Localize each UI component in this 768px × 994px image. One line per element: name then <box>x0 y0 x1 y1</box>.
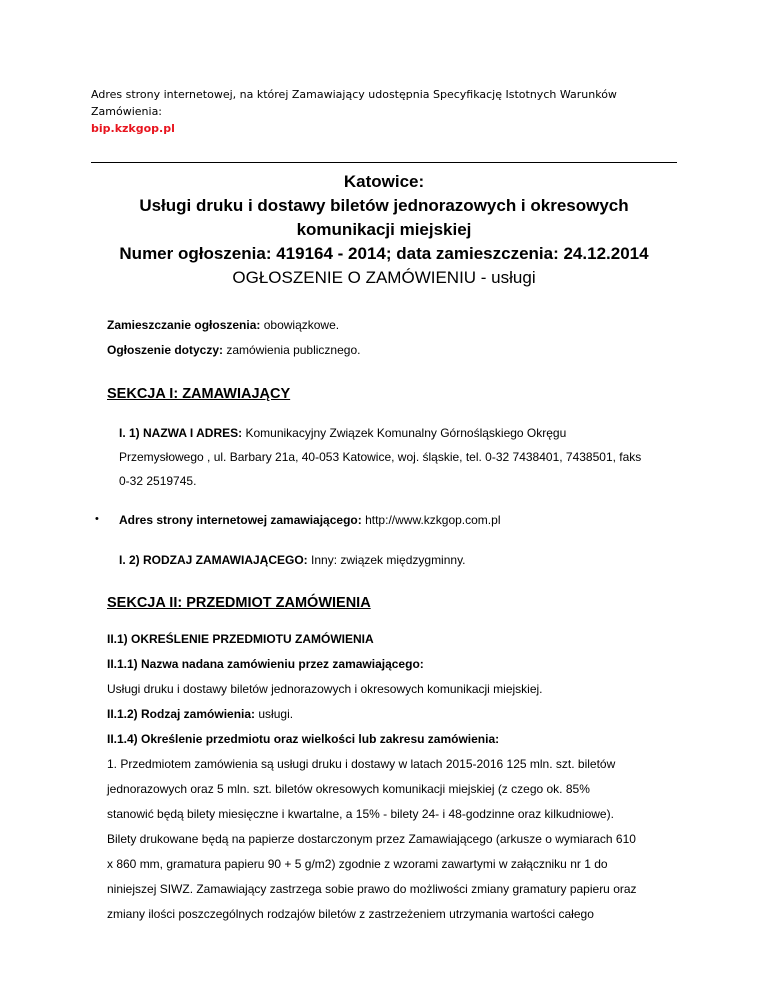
website-line <box>119 513 500 527</box>
siwz-link[interactable]: bip.kzkgop.pl <box>91 122 175 135</box>
paragraph-line: stanowić będą bilety miesięczne i kwartalne, a 15% - bilety 24- i 48-godzinne oraz kilkudniowe). <box>107 807 614 821</box>
sub12-line <box>107 707 293 721</box>
paragraph-line: zmiany ilości poszczególnych rodzajów biletów z zastrzeżeniem utrzymania wartości całego <box>107 907 594 921</box>
type-value: Inny: związek międzygminny. <box>311 553 466 567</box>
concerns-line <box>107 343 360 357</box>
bullet-icon: • <box>95 513 99 525</box>
title-city: Katowice: <box>343 172 425 191</box>
siwz-address-note <box>91 86 651 137</box>
paragraph-line: x 860 mm, gramatura papieru 90 + 5 g/m2) zgodnie z wzorami zawartymi w załączniku nr 1 do <box>107 857 608 871</box>
sub11-value: Usługi druku i dostawy biletów jednorazowych i okresowych komunikacji miejskiej. <box>107 682 543 696</box>
name-line2: Przemysłowego , ul. Barbary 21a, 40-053 Katowice, woj. śląskie, tel. 0-32 7438401, 7438501, faks <box>119 450 642 464</box>
title-type-line: OGŁOSZENIE O ZAMÓWIENIU - usługi <box>232 268 536 287</box>
concerns-value: zamówienia publicznego. <box>226 343 361 357</box>
paragraph-line: jednorazowych oraz 5 mln. szt. biletów okresowych komunikacji miejskiej (z czego ok. 85% <box>107 782 590 796</box>
horizontal-rule <box>91 162 677 163</box>
sub12-value: usługi. <box>258 707 294 721</box>
website-label: Adres strony internetowej zamawiającego: <box>119 513 362 527</box>
paragraph-line: niniejszej SIWZ. Zamawiający zastrzega sobie prawo do możliwości zmiany gramatury papieru oraz <box>107 882 637 896</box>
type-line <box>119 553 466 567</box>
name-line1 <box>119 426 566 440</box>
website-value[interactable]: http://www.kzkgop.com.pl <box>365 513 501 527</box>
title-subject-line1: Usługi druku i dostawy biletów jednorazowych i okresowych <box>139 196 629 215</box>
siwz-note-text: Adres strony internetowej, na której Zamawiający udostępnia Specyfikację Istotnych Warunków Zamówienia: <box>91 88 617 118</box>
posting-value: obowiązkowe. <box>263 318 340 332</box>
name-value-line1: Komunikacyjny Związek Komunalny Górnośląskiego Okręgu <box>245 426 567 440</box>
section2-heading: SEKCJA II: PRZEDMIOT ZAMÓWIENIA <box>107 595 371 611</box>
title-subject-line2: komunikacji miejskiej <box>296 220 472 239</box>
concerns-label: Ogłoszenie dotyczy: <box>107 343 224 357</box>
title-number-line: Numer ogłoszenia: 419164 - 2014; data zamieszczenia: 24.12.2014 <box>119 244 649 263</box>
posting-label: Zamieszczanie ogłoszenia: <box>107 318 261 332</box>
sub14-label: II.1.4) Określenie przedmiotu oraz wielkości lub zakresu zamówienia: <box>107 732 500 746</box>
type-label: I. 2) RODZAJ ZAMAWIAJĄCEGO: <box>119 553 308 567</box>
name-line3: 0-32 2519745. <box>119 474 197 488</box>
paragraph-line: Bilety drukowane będą na papierze dostarczonym przez Zamawiającego (arkusze o wymiarach 610 <box>107 832 636 846</box>
posting-line <box>107 318 339 332</box>
sub12-label: II.1.2) Rodzaj zamówienia: <box>107 707 256 721</box>
name-label: I. 1) NAZWA I ADRES: <box>119 426 243 440</box>
section1-heading: SEKCJA I: ZAMAWIAJĄCY <box>107 386 291 402</box>
sub11-label: II.1.1) Nazwa nadana zamówieniu przez zamawiającego: <box>107 657 424 671</box>
paragraph-line: 1. Przedmiotem zamówienia są usługi druku i dostawy w latach 2015-2016 125 mln. szt. biletów <box>107 757 616 771</box>
sub1-heading: II.1) OKREŚLENIE PRZEDMIOTU ZAMÓWIENIA <box>107 632 374 646</box>
notice-title <box>91 170 677 290</box>
